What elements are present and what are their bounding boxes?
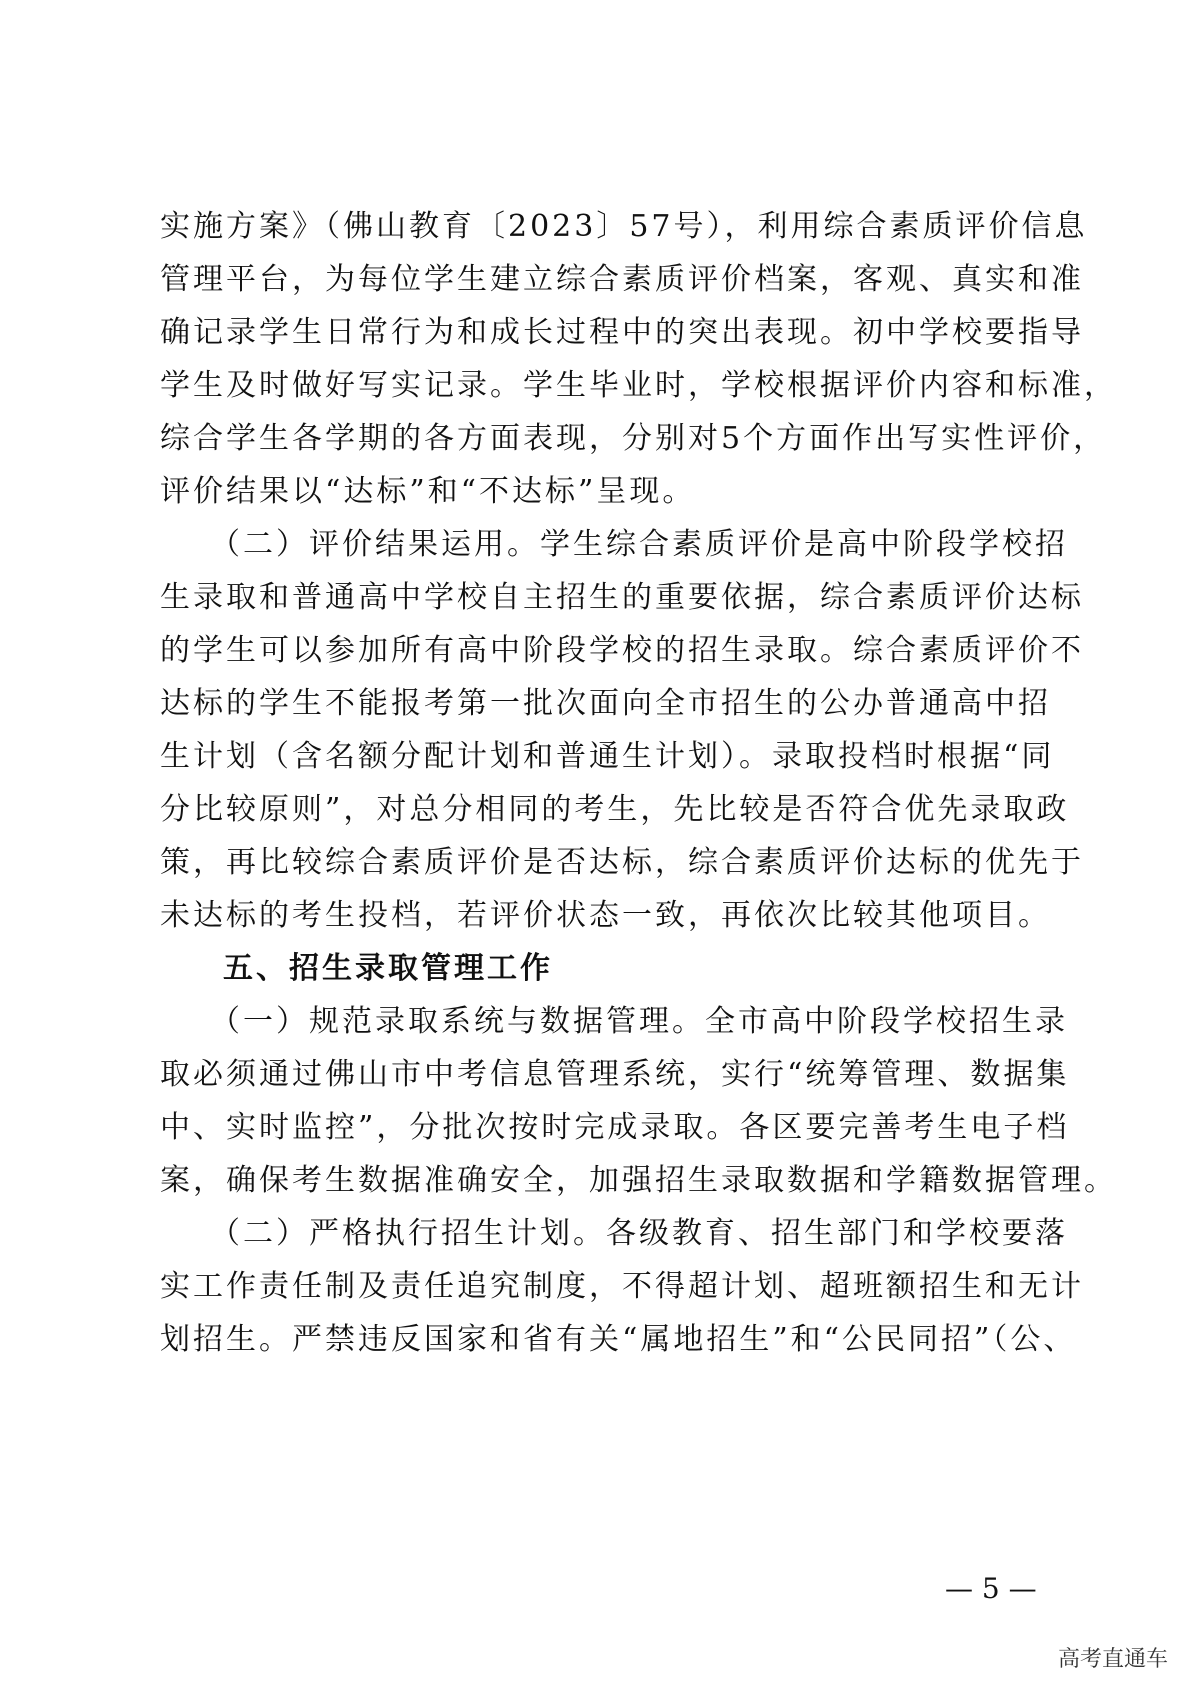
body-line: 未达标的考生投档，若评价状态一致，再依次比较其他项目。 [160, 898, 1051, 933]
body-line: 实施方案》（佛山教育〔2023〕57号），利用综合素质评价信息 [160, 209, 1088, 244]
body-line: 案，确保考生数据准确安全，加强招生录取数据和学籍数据管理。 [160, 1163, 1117, 1198]
body-line: 确记录学生日常行为和成长过程中的突出表现。初中学校要指导 [160, 315, 1084, 350]
body-line: 划招生。严禁违反国家和省有关“属地招生”和“公民同招”（公、 [160, 1322, 1077, 1357]
paragraph-start-line: （一）规范录取系统与数据管理。全市高中阶段学校招生录 [210, 1004, 1068, 1039]
paragraph-start-line: （二）严格执行招生计划。各级教育、招生部门和学校要落 [210, 1216, 1068, 1251]
watermark: 高考直通车 [1057, 1647, 1168, 1672]
body-line: 实工作责任制及责任追究制度，不得超计划、超班额招生和无计 [160, 1269, 1084, 1304]
body-line: 综合学生各学期的各方面表现，分别对5个方面作出写实性评价， [160, 421, 1107, 456]
body-line: 学生及时做好写实记录。学生毕业时，学校根据评价内容和标准， [160, 368, 1117, 403]
body-line: 评价结果以“达标”和“不达标”呈现。 [160, 474, 696, 509]
section-heading: 五、招生录取管理工作 [223, 951, 553, 986]
body-line: 生计划（含名额分配计划和普通生计划）。录取投档时根据“同 [160, 739, 1055, 774]
body-line: 管理平台，为每位学生建立综合素质评价档案，客观、真实和准 [160, 262, 1084, 297]
body-line: 生录取和普通高中学校自主招生的重要依据，综合素质评价达标 [160, 580, 1084, 615]
body-line: 取必须通过佛山市中考信息管理系统，实行“统筹管理、数据集 [160, 1057, 1070, 1092]
paragraph-start-line: （二）评价结果运用。学生综合素质评价是高中阶段学校招 [210, 527, 1068, 562]
body-line: 的学生可以参加所有高中阶段学校的招生录取。综合素质评价不 [160, 633, 1084, 668]
body-line: 策，再比较综合素质评价是否达标，综合素质评价达标的优先于 [160, 845, 1084, 880]
body-line: 达标的学生不能报考第一批次面向全市招生的公办普通高中招 [160, 686, 1051, 721]
body-line: 分比较原则”，对总分相同的考生，先比较是否符合优先录取政 [160, 792, 1070, 827]
body-line: 中、实时监控”，分批次按时完成录取。各区要完善考生电子档 [160, 1110, 1070, 1145]
page-number: — 5 — [945, 1572, 1037, 1605]
